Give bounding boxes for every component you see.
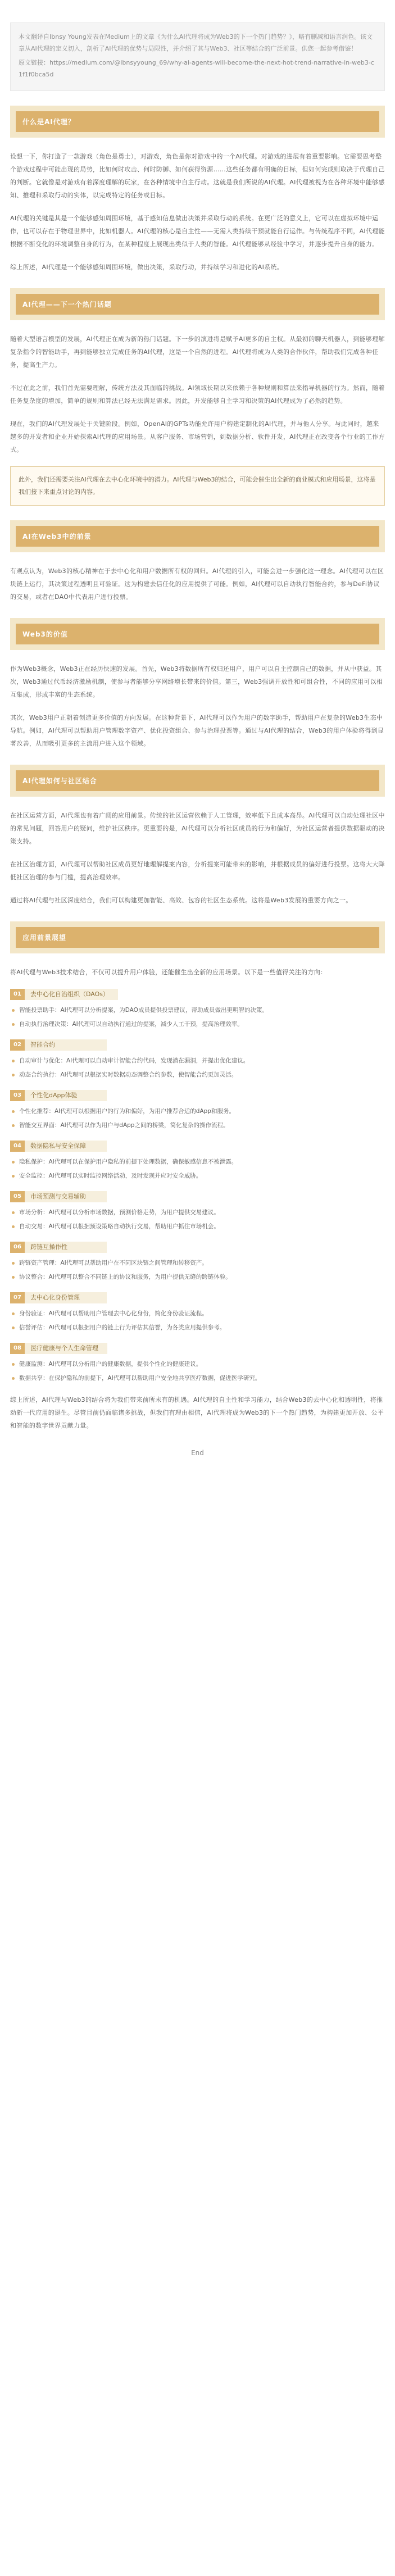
item-heading (10, 1242, 385, 1253)
bullet-point: 隐私保护：AI代理可以在保护用户隐私的前提下处理数据，确保敏感信息不被泄露。 (10, 1156, 385, 1168)
item-number: 03 (10, 1090, 25, 1101)
item-number: 04 (10, 1141, 25, 1152)
section-title: Web3的价值 (16, 624, 379, 644)
item-number: 06 (10, 1242, 25, 1253)
item-label: 跨链互操作性 (25, 1242, 107, 1253)
bullet-point: 信誉评估：AI代理可以根据用户的链上行为评估其信誉，为各类应用提供参考。 (10, 1322, 385, 1334)
closing-paragraph: 综上所述，AI代理与Web3的结合将为我们带来前所未有的机遇。AI代理的自主性和学习能力，结合Web3的去中心化和透明性，将推动新一代应用的诞生。尽管目前仍面临诸多挑战，但我们有理由相信，AI代理将成为Web3的下一个热门趋势，为构建更加开放、公平和智能的数字世界贡献力量。 (10, 1396, 384, 1429)
paragraph: 在社区治理方面，AI代理可以帮助社区成员更好地理解提案内容，分析提案可能带来的影响，并根据成员的偏好进行投票。这将大大降低社区治理的参与门槛，提高治理效率。 (10, 861, 385, 881)
list-item (10, 1191, 385, 1233)
bullet-point: 市场分析：AI代理可以分析市场数据，预测价格走势，为用户提供交易建议。 (10, 1207, 385, 1219)
item-label: 医疗健康与个人生命管理 (25, 1343, 107, 1354)
list-item (10, 989, 385, 1030)
item-label: 个性化dApp体验 (25, 1090, 107, 1101)
item-heading (10, 1039, 385, 1051)
section-title: AI代理——下一个热门话题 (16, 294, 379, 315)
paragraph: 现在，我们的AI代理发展处于关键阶段。例如，OpenAI的GPTs功能允许用户构建定制化的AI代理，并与他人分享。与此同时，越来越多的开发者和企业开始探索AI代理的应用场景。从客户服务、市场营销，到数据分析、软件开发，AI代理正在改变各个行业的工作方式。 (10, 420, 385, 453)
section-title: 什么是AI代理？ (16, 111, 379, 132)
bullet-point: 跨链资产管理：AI代理可以帮助用户在不同区块链之间管理和转移资产。 (10, 1257, 385, 1269)
paragraph: 在社区运营方面，AI代理也有着广阔的应用前景。传统的社区运营依赖于人工管理，效率低下且成本高昂。AI代理可以自动处理社区中的常见问题，回答用户的疑问，维护社区秩序。更重要的是，AI代理可以分析社区成员的行为和偏好，为社区运营者提供数据驱动的决策支持。 (10, 812, 385, 845)
item-label: 智能合约 (25, 1039, 107, 1051)
item-label: 市场预测与交易辅助 (25, 1191, 107, 1202)
item-number: 02 (10, 1039, 25, 1051)
list-item (10, 1141, 385, 1182)
item-heading (10, 1292, 385, 1303)
item-heading (10, 1343, 385, 1354)
callout-box: 此外，我们还需要关注AI代理在去中心化环境中的潜力。AI代理与Web3的结合，可能会催生出全新的商业模式和应用场景，这将是我们接下来重点讨论的内容。 (10, 466, 385, 506)
list-item (10, 1343, 385, 1384)
section-header (10, 288, 385, 320)
paragraph: 设想一下，你打造了一款游戏（角色是勇士），对游戏，角色是你对游戏中的一个AI代理。对游戏的进展有着重要影响。它需要思考整个游戏过程中可能出现的局势，比如何时攻击、何时防御、如何获得资源……这些任务都有明确的目标，但如何完成则取决于代理自己的判断。它就像是对游戏有着深度理解的玩家，在各种情境中自主行动。这就是我们所说的AI代理。AI代理被视为在各种环境中能够感知、推理和采取行动的实体，以完成特定的任务或目标。 (10, 153, 385, 199)
list-item (10, 1292, 385, 1334)
section-header (10, 765, 385, 797)
end-marker: End (191, 1449, 204, 1457)
list-item (10, 1242, 385, 1283)
item-number: 01 (10, 989, 25, 1000)
paragraph: 作为Web3概念，Web3正在经历快速的发展。首先，Web3将数据所有权归还用户，用户可以自主控制自己的数据，并从中获益。其次，Web3通过代币经济激励机制，使参与者能够分享网络增长带来的价值。第三，Web3强调开放性和可组合性，不同的应用可以相互集成，形成丰富的生态系统。 (10, 665, 383, 698)
bullet-point: 数据共享：在保护隐私的前提下，AI代理可以帮助用户安全地共享医疗数据，促进医学研究。 (10, 1373, 385, 1384)
section-header (10, 520, 385, 552)
paragraph: 将AI代理与Web3技术结合，不仅可以提升用户体验，还能催生出全新的应用场景。以下是一些值得关注的方向： (10, 969, 327, 976)
item-number: 07 (10, 1292, 25, 1303)
item-heading (10, 989, 385, 1000)
section-header (10, 106, 385, 138)
paragraph: 通过将AI代理与社区深度结合，我们可以构建更加智能、高效、包容的社区生态系统。这将是Web3发展的重要方向之一。 (10, 897, 352, 904)
paragraph: 综上所述，AI代理是一个能够感知周围环境，做出决策，采取行动，并持续学习和进化的AI系统。 (10, 263, 284, 271)
bullet-point: 协议整合：AI代理可以整合不同链上的协议和服务，为用户提供无缝的跨链体验。 (10, 1271, 385, 1283)
intro-text: 本文翻译自Ibnsy Young发表在Medium上的文章《为什么AI代理将成为Web3的下一个热门趋势？》，略有删减和语言润色。该文章从AI代理的定义切入，剖析了AI代理的优势与局限性，并介绍了其与Web3、社区等结合的广泛前景。供您一起参考借鉴！ (19, 33, 373, 52)
source-link[interactable]: 原文链接：https://medium.com/@ibnsyyoung_69/why-ai-agents-will-become-the-next-hot-trend-narrative-in-web3-c1f1f0bca5d (19, 59, 374, 78)
paragraph: 有观点认为，Web3的核心精神在于去中心化和用户数据所有权的回归。AI代理的引入，可能会进一步强化这一理念。AI代理可以在区块链上运行，其决策过程透明且可验证。这为构建去信任化的应用提供了可能。例如，AI代理可以自动执行智能合约，参与DeFi协议的交易，或者在DAO中代表用户进行投票。 (10, 567, 384, 601)
list-item (10, 1090, 385, 1132)
bullet-point: 智能交互界面：AI代理可以作为用户与dApp之间的桥梁，简化复杂的操作流程。 (10, 1120, 385, 1132)
item-heading (10, 1141, 385, 1152)
item-number: 08 (10, 1343, 25, 1354)
bullet-point: 自动审计与优化：AI代理可以自动审计智能合约代码，发现潜在漏洞，并提出优化建议。 (10, 1055, 385, 1067)
bullet-point: 自动执行治理决策：AI代理可以自动执行通过的提案，减少人工干预，提高治理效率。 (10, 1019, 385, 1030)
bullet-point: 安全监控：AI代理可以实时监控网络活动，及时发现并应对安全威胁。 (10, 1170, 385, 1182)
item-heading (10, 1191, 385, 1202)
item-number: 05 (10, 1191, 25, 1202)
section-title: AI在Web3中的前景 (16, 526, 379, 547)
bullet-point: 健康监测：AI代理可以分析用户的健康数据，提供个性化的健康建议。 (10, 1359, 385, 1370)
item-label: 数据隐私与安全保障 (25, 1141, 107, 1152)
paragraph: 其次，Web3用户正朝着创造更多价值的方向发展。在这种背景下，AI代理可以作为用户的数字助手，帮助用户在复杂的Web3生态中导航。例如，AI代理可以帮助用户管理数字资产、优化投资组合、参与治理投票等。通过与AI代理的结合，Web3的用户体验将得到显著改善，从而吸引更多的主流用户进入这个领域。 (10, 714, 384, 747)
bullet-point: 动态合约执行：AI代理可以根据实时数据动态调整合约参数，使智能合约更加灵活。 (10, 1069, 385, 1081)
article (0, 22, 395, 2576)
paragraph: AI代理的关键是其是一个能够感知周围环境，基于感知信息做出决策并采取行动的系统。在更广泛的意义上，它可以在虚拟环境中运作，也可以存在于物理世界中，比如机器人。AI代理的核心是自主性——无需人类持续干预就能自行运作。与传统程序不同，AI代理能根据不断变化的环境调整自身的行为，在某种程度上展现出类似于人类的智能。AI代理能够从经验中学习，并逐步提升自身的能力。 (10, 215, 385, 248)
section-title: AI代理如何与社区结合 (16, 770, 379, 791)
bullet-point: 智能投票助手：AI代理可以分析提案，为DAO成员提供投票建议，帮助成员做出更明智的决策。 (10, 1005, 385, 1016)
bullet-point: 自动交易：AI代理可以根据预设策略自动执行交易，帮助用户抓住市场机会。 (10, 1221, 385, 1233)
item-heading (10, 1090, 385, 1101)
paragraph: 不过在此之前，我们首先需要理解，传统方法及其面临的挑战。AI领域长期以来依赖于各种规则和算法来指导机器的行为。然而，随着任务复杂度的增加，简单的规则和算法已经无法满足需求。因此，开发能够自主学习和决策的AI代理成为了必然的趋势。 (10, 384, 385, 405)
section-header (10, 618, 385, 650)
list-item (10, 1039, 385, 1081)
numbered-list (10, 989, 385, 1384)
section-title: 应用前景展望 (16, 927, 379, 948)
item-label: 去中心化自治组织（DAOs） (25, 989, 118, 1000)
intro-box (10, 22, 385, 91)
paragraph: 随着大型语言模型的发展，AI代理正在成为新的热门话题。下一步的演进将是赋予AI更多的自主权。从最初的聊天机器人，到能够理解复杂指令的智能助手，再到能够独立完成任务的AI代理，这是一个自然的进程。AI代理将成为人类的合作伙伴，帮助我们完成各种任务，提高生产力。 (10, 335, 385, 369)
item-label: 去中心化身份管理 (25, 1292, 107, 1303)
bullet-point: 身份验证：AI代理可以帮助用户管理去中心化身份，简化身份验证流程。 (10, 1308, 385, 1320)
bullet-point: 个性化推荐：AI代理可以根据用户的行为和偏好，为用户推荐合适的dApp和服务。 (10, 1106, 385, 1117)
section-header (10, 921, 385, 953)
